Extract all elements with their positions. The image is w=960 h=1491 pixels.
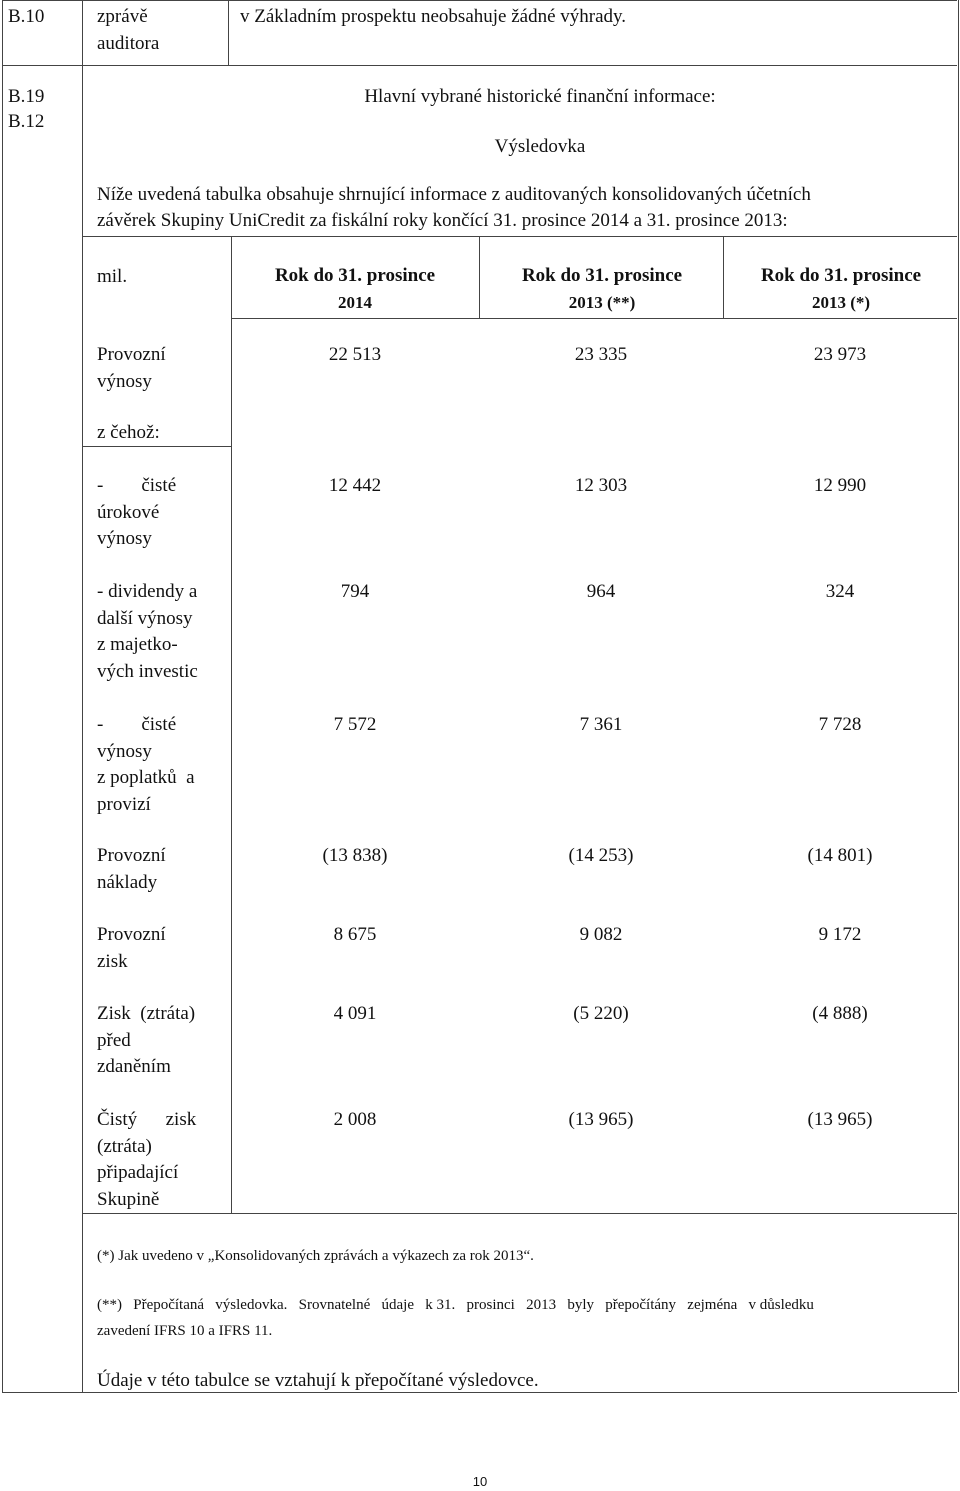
header-divider-2 — [723, 236, 724, 318]
label-zprave: zprávě — [97, 6, 148, 27]
header-2014 — [255, 262, 455, 316]
cell: 7 361 — [579, 714, 623, 735]
cell: 12 303 — [574, 475, 628, 496]
header-2013o-line1: Rok do 31. prosince — [760, 265, 922, 286]
header-2014-line2: 2014 — [338, 293, 372, 312]
section-title: Hlavní vybrané historické finanční informace: — [364, 86, 716, 107]
header-2013-restated — [502, 262, 702, 316]
code-b10: B.10 — [8, 6, 45, 27]
row-label-dividends: - dividendy a další výnosy z majetko- vých investic — [97, 581, 198, 682]
header-divider-1 — [479, 236, 480, 318]
unit-label: mil. — [97, 266, 128, 287]
header-2013r-line1: Rok do 31. prosince — [521, 265, 683, 286]
cell: (5 220) — [573, 1003, 629, 1024]
row-label-operating-profit: Provozní zisk — [97, 924, 166, 972]
cell: 22 513 — [328, 344, 382, 365]
cell: 8 675 — [333, 924, 377, 945]
cell: (14 801) — [807, 845, 873, 866]
cell: (13 965) — [807, 1109, 873, 1130]
header-2013o-line2: 2013 (*) — [811, 293, 871, 312]
inner-label-divider — [231, 236, 232, 1213]
code-b12: B.12 — [8, 111, 45, 132]
row-label-fees: - čisté výnosy z poplatků a provizí — [97, 714, 195, 815]
cell: 794 — [340, 581, 370, 602]
row-label-operating-income: Provozní výnosy — [97, 344, 166, 392]
table-footer-note: Údaje v této tabulce se vztahují k přepočítané výsledovce. — [97, 1370, 539, 1391]
intro-line-1: Níže uvedená tabulka obsahuje shrnující informace z auditovaných konsolidovaných účetních — [97, 184, 811, 205]
top-border — [2, 0, 957, 1]
cell: 9 172 — [818, 924, 862, 945]
cell: 964 — [586, 581, 616, 602]
header-2013-original — [741, 262, 941, 316]
note-restated-line-2: zavedení IFRS 10 a IFRS 11. — [97, 1323, 273, 1339]
cell: (14 253) — [568, 845, 634, 866]
note-original: (*) Jak uvedeno v „Konsolidovaných zprávách a výkazech za rok 2013“. — [97, 1248, 534, 1264]
row-label-operating-costs: Provozní náklady — [97, 845, 166, 893]
code-column-divider — [82, 0, 83, 1392]
label-column-divider — [228, 0, 229, 65]
cell: 7 572 — [333, 714, 377, 735]
header-divider — [231, 318, 957, 319]
cell: 23 335 — [574, 344, 628, 365]
cell: 12 990 — [813, 475, 867, 496]
cell: (13 965) — [568, 1109, 634, 1130]
note-restated-line-1: (**) Přepočítaná výsledovka. Srovnatelné údaje k 31. prosinci 2013 byly přepočítány zejména v důsledku — [97, 1297, 814, 1313]
auditor-statement: v Základním prospektu neobsahuje žádné výhrady. — [240, 6, 627, 27]
inner-table-top — [82, 236, 957, 237]
cell: 2 008 — [333, 1109, 377, 1130]
row-divider — [2, 65, 957, 66]
header-2013r-line2: 2013 (**) — [568, 293, 636, 312]
cell: (13 838) — [322, 845, 388, 866]
row-label-of-which: z čehož: — [97, 422, 160, 443]
section-subtitle: Výsledovka — [494, 136, 586, 157]
code-b19: B.19 — [8, 86, 45, 107]
inner-table-bottom — [82, 1213, 957, 1214]
intro-line-2: závěrek Skupiny UniCredit za fiskální roky končící 31. prosince 2014 a 31. prosince 2013: — [97, 210, 788, 231]
cell: 324 — [825, 581, 855, 602]
cell: (4 888) — [812, 1003, 868, 1024]
page-number: 10 — [472, 1474, 488, 1489]
cell: 4 091 — [333, 1003, 377, 1024]
header-2014-line1: Rok do 31. prosince — [274, 265, 436, 286]
label-auditora: auditora — [97, 33, 160, 54]
cell: 12 442 — [328, 475, 382, 496]
row-label-net-interest: - čisté úrokové výnosy — [97, 475, 177, 549]
cell: 7 728 — [818, 714, 862, 735]
row-label-profit-before-tax: Zisk (ztráta) před zdaněním — [97, 1003, 196, 1077]
cell: 23 973 — [813, 344, 867, 365]
row-label-net-profit: Čistý zisk (ztráta) připadající Skupině — [97, 1109, 197, 1210]
cell: 9 082 — [579, 924, 623, 945]
